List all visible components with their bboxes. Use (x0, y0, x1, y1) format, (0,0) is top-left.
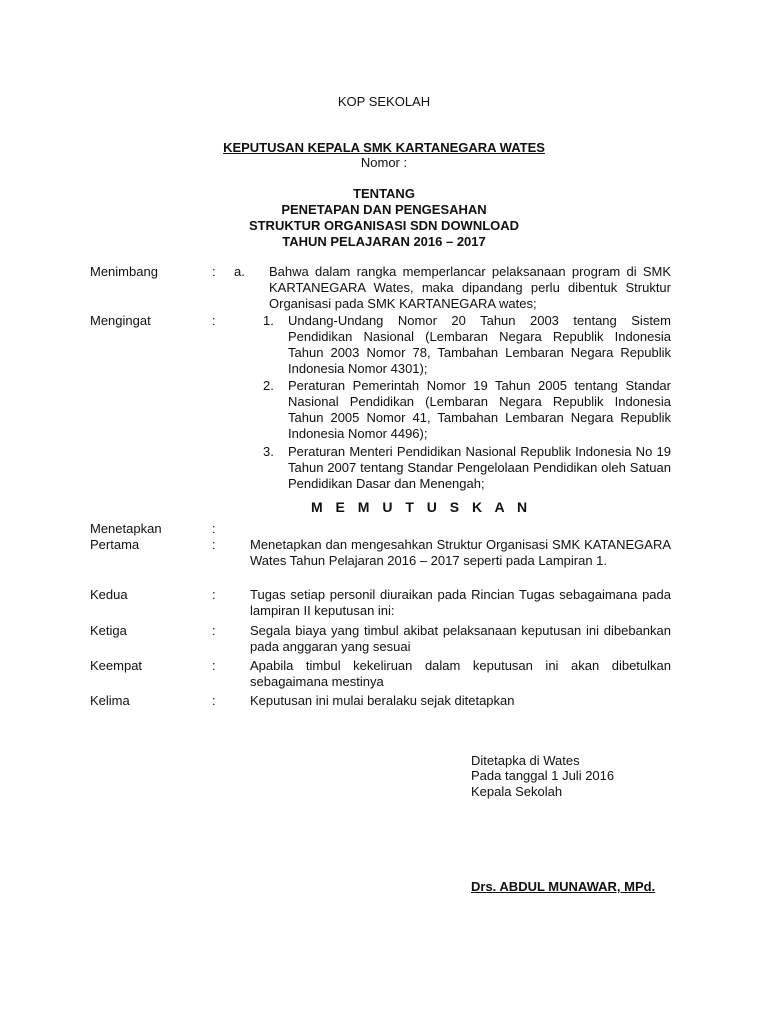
signature-position: Kepala Sekolah (471, 784, 563, 799)
mengingat-num-2: 2. (263, 378, 274, 393)
pertama-colon: : (212, 537, 216, 552)
decree-title-text: KEPUTUSAN KEPALA SMK KARTANEGARA WATES (223, 140, 545, 155)
mengingat-item-3: Peraturan Menteri Pendidikan Nasional Republik Indonesia No 19 Tahun 2007 tentang Standar Pengelolaan Pendidikan oleh Satuan Pendidikan Dasar dan Menengah; (288, 444, 671, 491)
signature-place: Ditetapka di Wates (471, 753, 580, 768)
keempat-colon: : (212, 658, 216, 673)
subject-line-3: TAHUN PELAJARAN 2016 – 2017 (282, 234, 486, 249)
mengingat-num-3: 3. (263, 444, 274, 459)
menetapkan-colon: : (212, 521, 216, 536)
kedua-text: Tugas setiap personil diuraikan pada Rincian Tugas sebagaimana pada lampiran II keputusan ini: (250, 587, 671, 618)
menetapkan-label: Menetapkan (90, 521, 162, 536)
kelima-label: Kelima (90, 693, 130, 708)
decree-title (0, 140, 768, 155)
kelima-colon: : (212, 693, 216, 708)
mengingat-item-2: Peraturan Pemerintah Nomor 19 Tahun 2005 tentang Standar Nasional Pendidikan (Lembaran Negara Republik Indonesia Tahun 2005 Nomor 41, Tambahan Lembaran Negara Republik Indonesia Nomor 4496); (288, 378, 671, 441)
menimbang-colon: : (212, 264, 216, 279)
signature-name: Drs. ABDUL MUNAWAR, MPd. (471, 879, 656, 894)
mengingat-label: Mengingat (90, 313, 151, 328)
pertama-text: Menetapkan dan mengesahkan Struktur Organisasi SMK KATANEGARA Wates Tahun Pelajaran 2016 – 2017 seperti pada Lampiran 1. (250, 537, 671, 568)
signature-date: Pada tanggal 1 Juli 2016 (471, 768, 615, 783)
ketiga-colon: : (212, 623, 216, 638)
kelima-text: Keputusan ini mulai beralaku sejak ditetapkan (250, 693, 515, 708)
mengingat-num-1: 1. (263, 313, 274, 328)
nomor: Nomor : (360, 155, 408, 170)
kop-sekolah: KOP SEKOLAH (337, 94, 431, 109)
pertama-label: Pertama (90, 537, 140, 552)
tentang: TENTANG (353, 186, 415, 201)
memutuskan-heading: M E M U T U S K A N (311, 499, 532, 515)
menimbang-marker: a. (234, 264, 245, 279)
mengingat-colon: : (212, 313, 216, 328)
subject-line-1: PENETAPAN DAN PENGESAHAN (281, 202, 487, 217)
subject-line-2: STRUKTUR ORGANISASI SDN DOWNLOAD (248, 218, 520, 233)
ketiga-label: Ketiga (90, 623, 127, 638)
menimbang-text: Bahwa dalam rangka memperlancar pelaksanaan program di SMK KARTANEGARA Wates, maka dipandang perlu dibentuk Struktur Organisasi pada SMK KARTANEGARA wates; (269, 264, 671, 311)
keempat-text: Apabila timbul kekeliruan dalam keputusan ini akan dibetulkan sebagaimana mestinya (250, 658, 671, 689)
ketiga-text: Segala biaya yang timbul akibat pelaksanaan keputusan ini dibebankan pada anggaran yang sesuai (250, 623, 671, 654)
kedua-label: Kedua (90, 587, 128, 602)
mengingat-item-1: Undang-Undang Nomor 20 Tahun 2003 tentang Sistem Pendidikan Nasional (Lembaran Negara Republik Indonesia Tahun 2003 Nomor 78, Tambahan Lembaran Negara Republik Indonesia Nomor 4301); (288, 313, 671, 376)
kedua-colon: : (212, 587, 216, 602)
menimbang-label: Menimbang (90, 264, 158, 279)
keempat-label: Keempat (90, 658, 143, 673)
